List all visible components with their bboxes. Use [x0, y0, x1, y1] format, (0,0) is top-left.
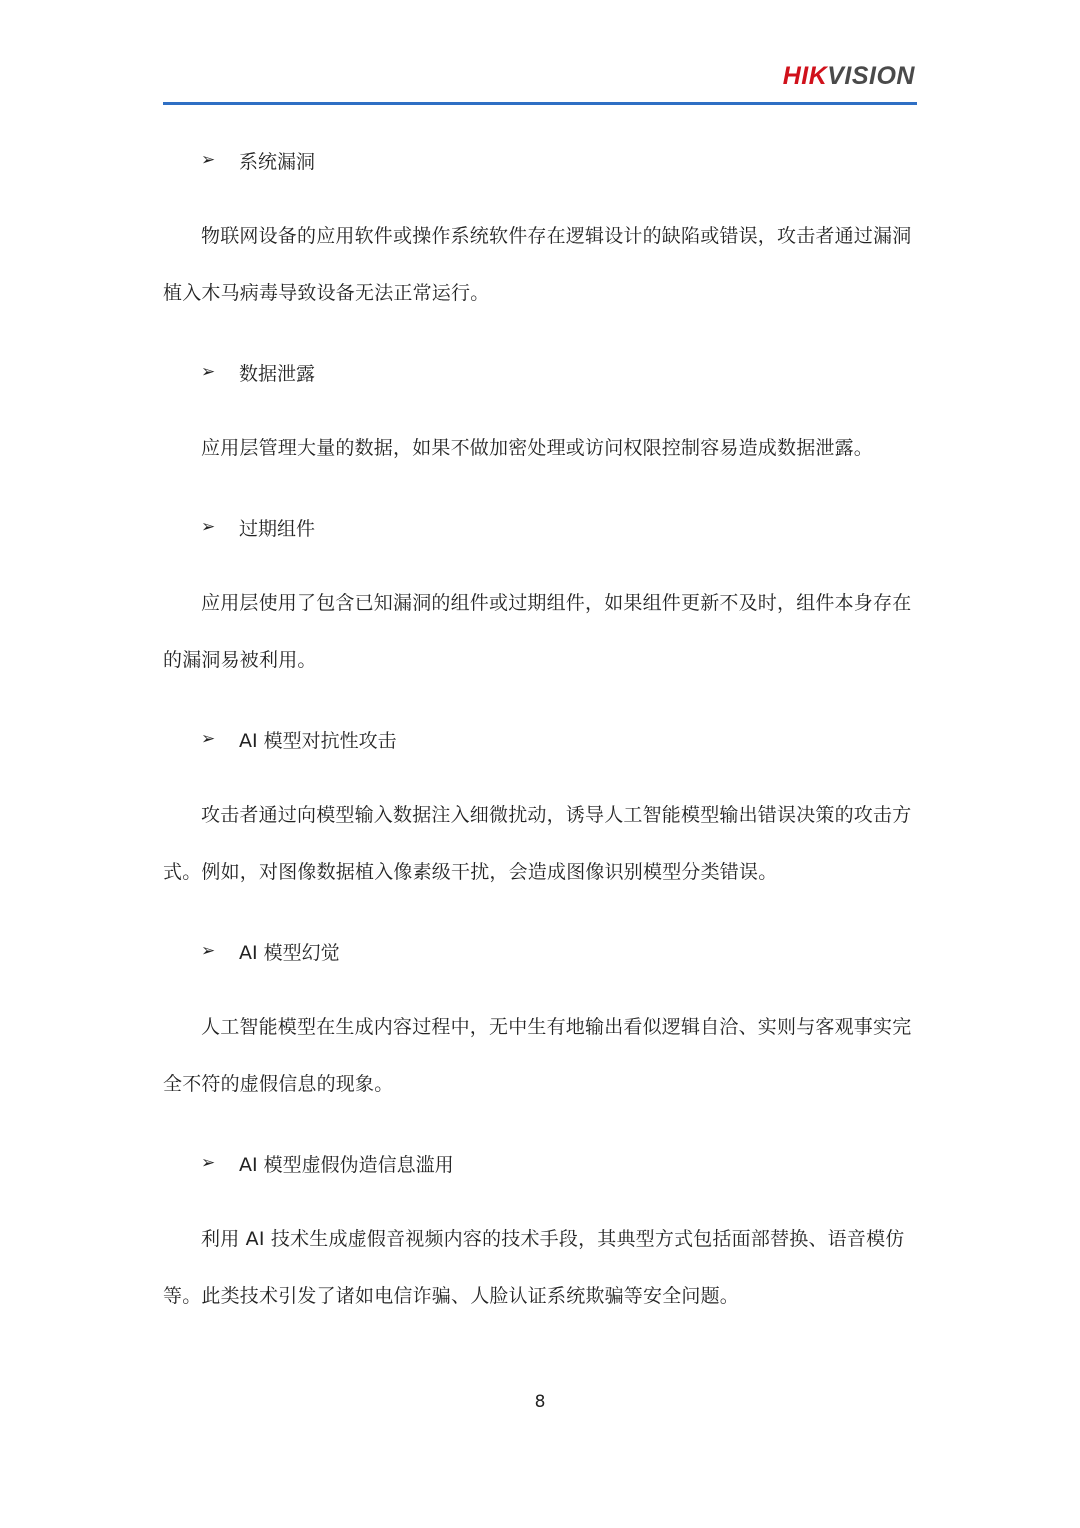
section-paragraph: 攻击者通过向模型输入数据注入细微扰动，诱导人工智能模型输出错误决策的攻击方式。例如，对图像数据植入像素级干扰，会造成图像识别模型分类错误。 — [163, 804, 912, 883]
bullet-arrow-icon: ➢ — [201, 150, 216, 170]
section-paragraph: 应用层使用了包含已知漏洞的组件或过期组件，如果组件更新不及时，组件本身存在的漏洞易被利用。 — [163, 592, 912, 671]
hikvision-logo — [783, 62, 915, 91]
logo-hik-text: HIK — [782, 62, 828, 90]
header-divider — [163, 102, 917, 105]
section-paragraph: 人工智能模型在生成内容过程中，无中生有地输出看似逻辑自洽、实则与客观事实完全不符的虚假信息的现象。 — [163, 1016, 912, 1095]
section-adversarial-attack — [163, 719, 917, 901]
section-title: 数据泄露 — [239, 362, 316, 385]
section-title: AI 模型虚假伪造信息滥用 — [239, 1153, 454, 1176]
section-heading — [163, 352, 917, 392]
section-heading — [163, 931, 917, 971]
section-system-vulnerability — [163, 140, 917, 322]
section-paragraph: 应用层管理大量的数据，如果不做加密处理或访问权限控制容易造成数据泄露。 — [201, 437, 874, 459]
section-model-hallucination — [163, 931, 917, 1113]
section-title: AI 模型幻觉 — [239, 941, 340, 964]
section-outdated-components — [163, 507, 917, 689]
section-deepfake-abuse — [163, 1143, 917, 1325]
section-heading — [163, 719, 917, 759]
section-heading — [163, 1143, 917, 1183]
section-paragraph: 利用 AI 技术生成虚假音视频内容的技术手段，其典型方式包括面部替换、语音模仿等。此类技术引发了诸如电信诈骗、人脸认证系统欺骗等安全问题。 — [163, 1228, 905, 1307]
bullet-arrow-icon: ➢ — [201, 941, 216, 961]
document-body — [163, 140, 917, 1325]
bullet-arrow-icon: ➢ — [201, 362, 216, 382]
section-heading — [163, 140, 917, 180]
section-heading — [163, 507, 917, 547]
logo-vision-text: VISION — [827, 62, 915, 90]
page-number: 8 — [534, 1392, 546, 1412]
section-paragraph: 物联网设备的应用软件或操作系统软件存在逻辑设计的缺陷或错误，攻击者通过漏洞植入木马病毒导致设备无法正常运行。 — [163, 225, 912, 304]
bullet-arrow-icon: ➢ — [201, 729, 216, 749]
section-title: AI 模型对抗性攻击 — [239, 729, 397, 752]
bullet-arrow-icon: ➢ — [201, 517, 216, 537]
bullet-arrow-icon: ➢ — [201, 1153, 216, 1173]
section-title: 系统漏洞 — [239, 150, 316, 173]
section-title: 过期组件 — [239, 517, 316, 540]
section-data-leak — [163, 352, 917, 477]
